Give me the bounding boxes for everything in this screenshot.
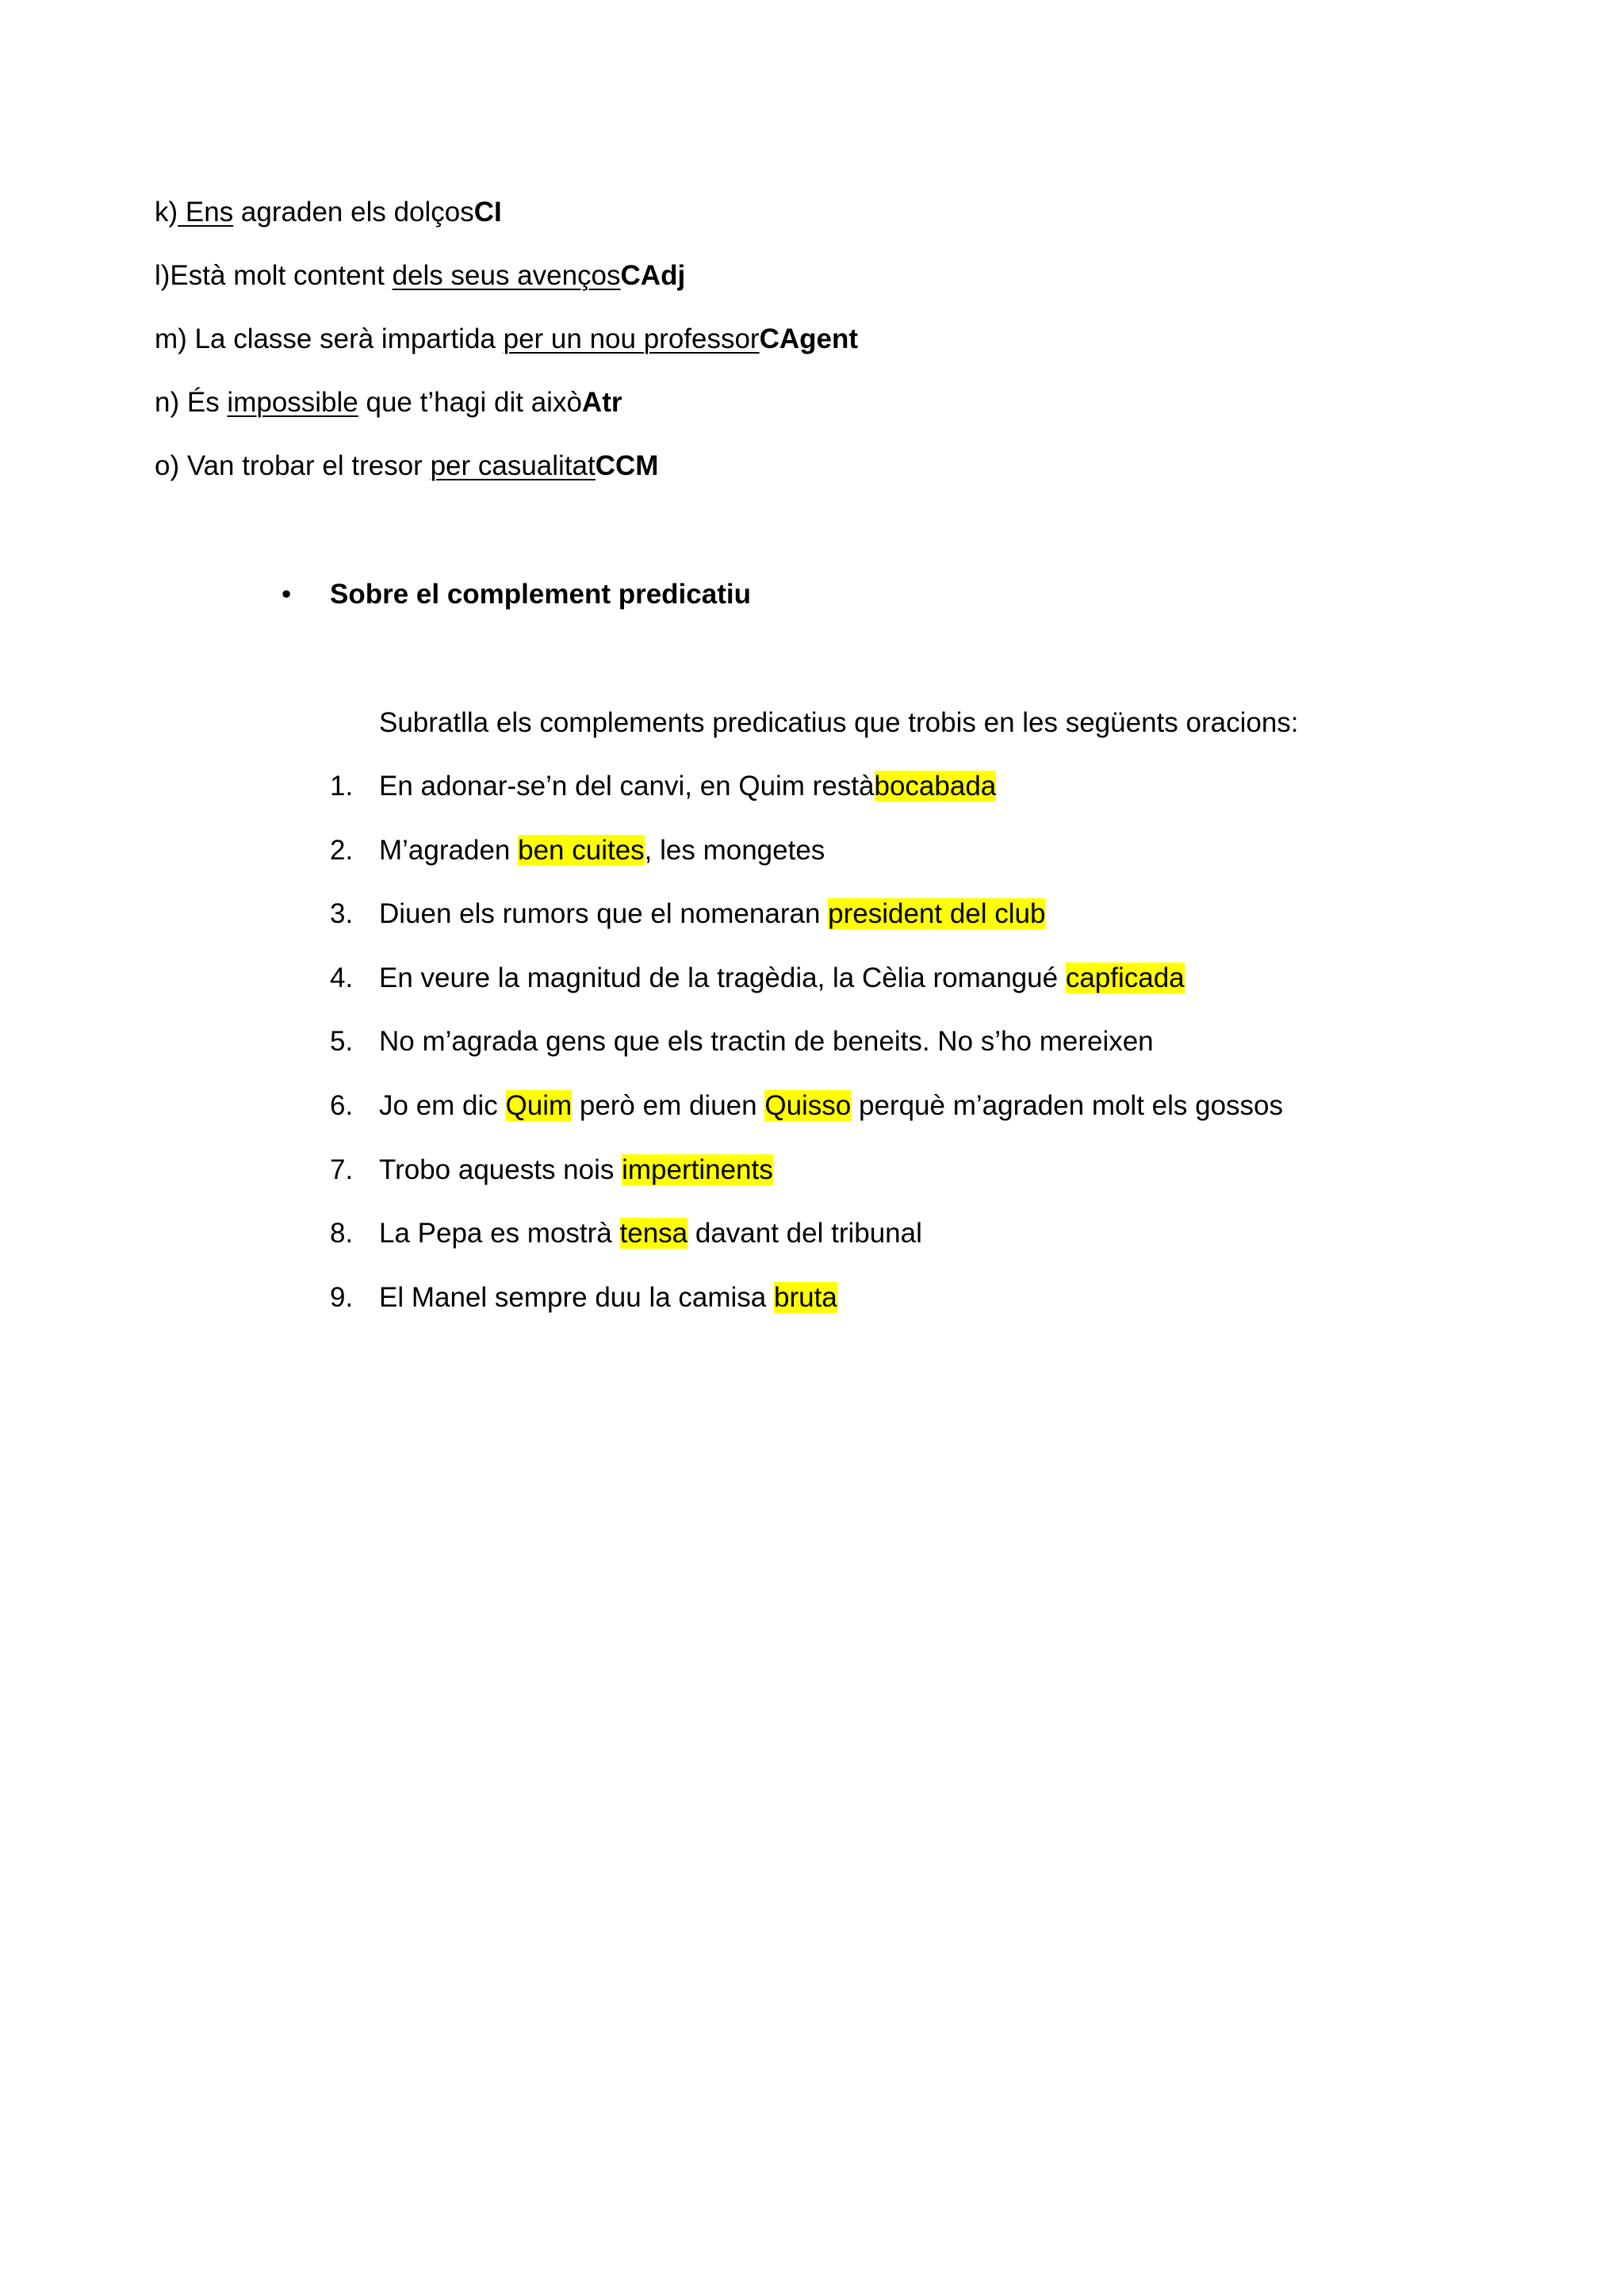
list-item: [379, 835, 825, 867]
list-item: [379, 898, 1045, 930]
list-item-highlight: Quim: [505, 1090, 573, 1121]
section-title: Sobre el complement predicatiu: [330, 579, 751, 610]
list-item-text: Trobo aquests nois: [379, 1154, 622, 1185]
exercise-k-tag: CI: [473, 197, 502, 228]
list-item-highlight: president del club: [828, 898, 1046, 929]
list-item-text: Diuen els rumors que el nomenaran: [379, 898, 829, 929]
exercise-n: [155, 387, 622, 419]
exercise-o-underlined: per casualitat: [430, 450, 596, 481]
list-item-highlight: impertinents: [622, 1154, 773, 1185]
exercise-l: [155, 260, 685, 292]
exercise-k-prefix: k): [155, 197, 178, 228]
exercise-n-tag: Atr: [581, 387, 622, 418]
list-item-text: , les mongetes: [644, 835, 825, 866]
exercise-n-rest: que t’hagi dit això: [358, 387, 582, 418]
exercise-m-prefix: m) La classe serà impartida: [155, 323, 504, 354]
list-item-number: 9.: [330, 1282, 354, 1313]
exercise-m-tag: CAgent: [759, 323, 859, 354]
instruction-text: Subratlla els complements predicatius que trobis en les següents oracions:: [379, 707, 1299, 738]
list-item-highlight: capficada: [1065, 962, 1185, 993]
list-item-number: 4.: [330, 962, 354, 993]
exercise-n-underlined: impossible: [227, 387, 358, 418]
exercise-l-underlined: dels seus avenços: [392, 260, 621, 291]
exercise-o-tag: CCM: [595, 450, 659, 481]
exercise-l-prefix: l)Està molt content: [155, 260, 393, 291]
list-item-text: No m’agrada gens que els tractin de beneits. No s’ho mereixen: [379, 1026, 1154, 1057]
list-item: [379, 962, 1185, 994]
list-item-number: 5.: [330, 1026, 354, 1057]
exercise-m: [155, 323, 858, 355]
list-item-number: 7.: [330, 1154, 354, 1185]
list-item: [379, 1282, 837, 1314]
section-bullet: •: [282, 579, 292, 610]
list-item-number: 8.: [330, 1218, 354, 1249]
list-item-text: però em diuen: [572, 1090, 765, 1121]
list-item-text: M’agraden: [379, 835, 519, 866]
list-item-text: En adonar-se’n del canvi, en Quim restà: [379, 771, 875, 802]
list-item-number: 2.: [330, 835, 354, 866]
list-item-text: Jo em dic: [379, 1090, 506, 1121]
list-item-number: 3.: [330, 898, 354, 929]
list-item-highlight: bruta: [774, 1282, 837, 1313]
list-item: [379, 1218, 922, 1249]
list-item-text: perquè m’agraden molt els gossos: [851, 1090, 1284, 1121]
list-item-text: El Manel sempre duu la camisa: [379, 1282, 774, 1313]
list-item-number: 6.: [330, 1090, 354, 1121]
exercise-o: [155, 450, 658, 482]
exercise-k-rest: agraden els dolços: [233, 197, 474, 228]
list-item-highlight: bocabada: [874, 771, 997, 802]
list-item-text: La Pepa es mostrà: [379, 1218, 620, 1249]
exercise-k-underlined: Ens: [178, 197, 234, 228]
list-item-text: En veure la magnitud de la tragèdia, la Cèlia romangué: [379, 962, 1066, 993]
list-item-number: 1.: [330, 771, 354, 802]
exercise-m-underlined: per un nou professor: [503, 323, 760, 354]
exercise-k: [155, 197, 502, 228]
list-item-highlight: Quisso: [764, 1090, 852, 1121]
list-item-highlight: tensa: [619, 1218, 688, 1249]
exercise-l-tag: CAdj: [620, 260, 686, 291]
list-item: [379, 771, 996, 802]
list-item: [379, 1090, 1283, 1122]
list-item: [379, 1026, 1154, 1058]
list-item: [379, 1154, 773, 1186]
exercise-o-prefix: o) Van trobar el tresor: [155, 450, 431, 481]
exercise-n-prefix: n) És: [155, 387, 228, 418]
list-item-text: davant del tribunal: [688, 1218, 922, 1249]
list-item-highlight: ben cuites: [518, 835, 645, 866]
